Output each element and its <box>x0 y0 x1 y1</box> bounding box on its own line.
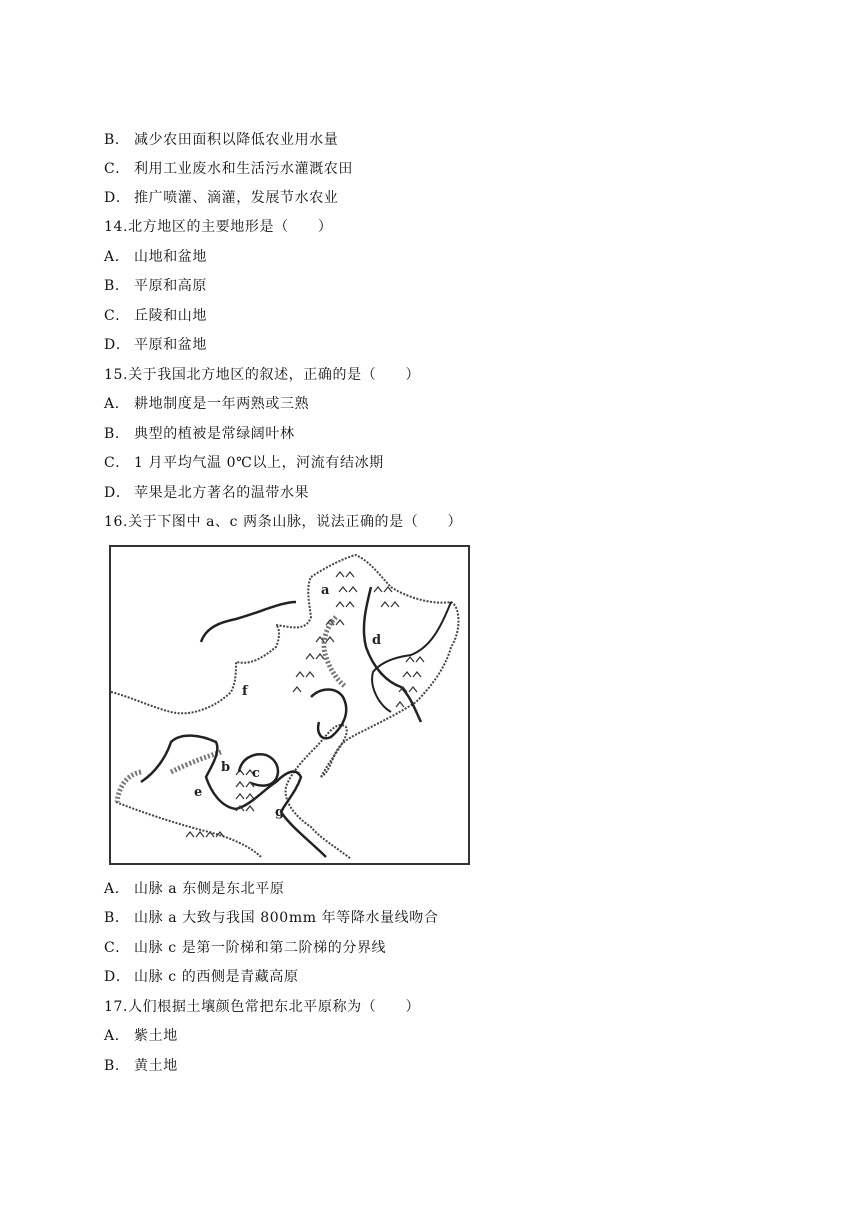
q16-option-d[interactable]: D． 山脉 c 的西侧是青藏高原 <box>104 969 299 985</box>
map-drawing <box>111 547 468 863</box>
q16-option-c[interactable]: C． 山脉 c 是第一阶梯和第二阶梯的分界线 <box>104 940 387 956</box>
map-label-e: e <box>194 785 203 800</box>
mountain-symbols-d <box>374 587 424 707</box>
q15-option-c[interactable]: C． 1 月平均气温 0℃以上，河流有结冰期 <box>104 455 384 471</box>
river-east <box>311 690 346 739</box>
border-north-west <box>111 577 311 713</box>
q17-stem: 17.人们根据土壤颜色常把东北平原称为（ ） <box>104 999 421 1015</box>
q13-option-b[interactable]: B． 减少农田面积以降低农业用水量 <box>104 132 339 148</box>
map-label-b: b <box>221 760 231 775</box>
q17-option-a[interactable]: A． 紫土地 <box>104 1028 178 1044</box>
map-label-g: g <box>275 805 285 820</box>
q13-option-d[interactable]: D． 推广喷灌、滴灌，发展节水农业 <box>104 190 339 206</box>
q14-option-c[interactable]: C． 丘陵和山地 <box>104 308 207 324</box>
q14-stem: 14.北方地区的主要地形是（ ） <box>104 219 333 235</box>
mountain-symbols-f <box>186 832 224 837</box>
q15-option-a[interactable]: A． 耕地制度是一年两熟或三熟 <box>104 396 310 412</box>
q16-stem: 16.关于下图中 a、c 两条山脉，说法正确的是（ ） <box>104 514 463 530</box>
q14-option-a[interactable]: A． 山地和盆地 <box>104 249 207 265</box>
q14-option-b[interactable]: B． 平原和高原 <box>104 278 207 294</box>
map-label-a: a <box>321 583 330 598</box>
q13-option-c[interactable]: C． 利用工业废水和生活污水灌溉农田 <box>104 161 353 177</box>
north-china-map-figure <box>109 545 470 865</box>
map-label-d: d <box>372 633 382 648</box>
q15-option-d[interactable]: D． 苹果是北方著名的温带水果 <box>104 485 310 501</box>
map-label-f: f <box>242 684 248 699</box>
q17-option-b[interactable]: B． 黄土地 <box>104 1058 178 1074</box>
yellow-river <box>141 736 326 857</box>
q14-option-d[interactable]: D． 平原和盆地 <box>104 337 207 353</box>
hatched-edge-1 <box>324 617 346 687</box>
border-northeast <box>311 555 459 777</box>
q16-option-a[interactable]: A． 山脉 a 东侧是东北平原 <box>104 881 285 897</box>
river-1 <box>201 602 296 642</box>
hatched-edge-2 <box>117 772 141 802</box>
q15-stem: 15.关于我国北方地区的叙述，正确的是（ ） <box>104 367 421 383</box>
map-label-c: c <box>252 766 260 781</box>
border-south-west <box>116 802 261 857</box>
q15-option-b[interactable]: B． 典型的植被是常绿阔叶林 <box>104 426 295 442</box>
river-3 <box>372 602 451 712</box>
q16-option-b[interactable]: B． 山脉 a 大致与我国 800mm 年等降水量线吻合 <box>104 910 439 926</box>
